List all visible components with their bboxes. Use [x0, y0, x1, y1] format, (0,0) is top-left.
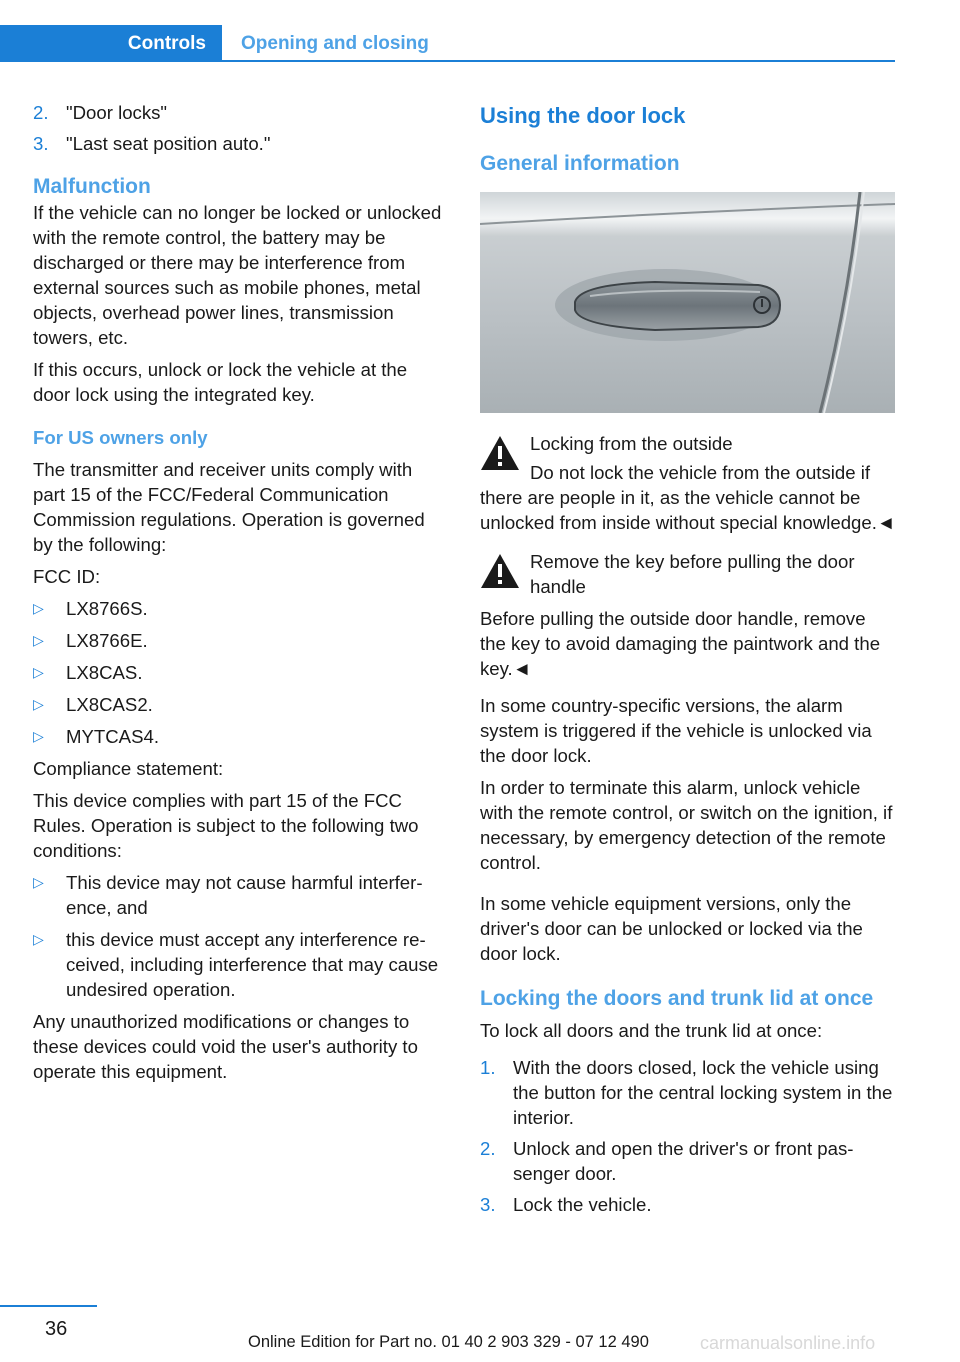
fcc-paragraph: The transmitter and receiver units comply with part 15 of the FCC/Federal Communication Commission regulations. Operation is governed by the following:	[33, 459, 425, 555]
step-text: Lock the vehicle.	[513, 1194, 652, 1215]
list-number: 2.	[33, 102, 49, 123]
page-header	[0, 0, 960, 62]
watermark: carmanualsonline.info	[700, 1333, 876, 1353]
step-text: Unlock and open the driver's or front passenger door.	[513, 1138, 854, 1184]
step-number: 3.	[480, 1194, 496, 1215]
step-text: With the doors closed, lock the vehicle using the button for the central locking system in the interior.	[513, 1057, 893, 1128]
warning-title: Locking from the outside	[530, 433, 733, 454]
page-number: 36	[45, 1318, 68, 1340]
list-number: 3.	[33, 133, 49, 154]
list-item	[33, 100, 449, 125]
lock-all-intro: To lock all doors and the trunk lid at once:	[480, 1020, 823, 1041]
fcc-id-text: MYTCAS4.	[66, 726, 159, 747]
lock-all-heading: Locking the doors and trunk lid at once	[480, 987, 874, 1010]
driver-door-paragraph: In some vehicle equipment versions, only the driver's door can be unlocked or locked via the door lock.	[480, 893, 863, 964]
warning-title: Remove the key before pulling the door handle	[530, 551, 855, 597]
condition-item	[33, 927, 449, 1002]
us-owners-heading: For US owners only	[33, 427, 208, 448]
fcc-id-text: LX8766S.	[66, 598, 148, 619]
triangle-bullet-icon: ▷	[33, 664, 44, 680]
step-item	[480, 1136, 896, 1186]
triangle-bullet-icon: ▷	[33, 728, 44, 744]
triangle-bullet-icon: ▷	[33, 600, 44, 616]
condition-text: this device must accept any interference received, including interference that may cause undesired operation.	[66, 929, 439, 1000]
alarm-terminate-paragraph: In order to terminate this alarm, unlock vehicle with the remote control, or switch on the ignition, if necessary, by emergency detection of the remote control.	[480, 777, 893, 873]
triangle-bullet-icon: ▷	[33, 874, 44, 890]
fcc-id-item	[33, 660, 449, 685]
triangle-bullet-icon: ▷	[33, 931, 44, 947]
fcc-id-text: LX8766E.	[66, 630, 148, 651]
chapter-tab-label: Controls	[127, 33, 206, 54]
step-item	[480, 1055, 896, 1130]
fcc-id-text: LX8CAS.	[66, 662, 143, 683]
condition-item	[33, 870, 449, 920]
malfunction-paragraph: If the vehicle can no longer be locked or unlocked with the remote control, the battery may be discharged or there may be interference from external sources such as mobile phones, metal objects, overhead power lines, transmission towers, etc.	[33, 202, 442, 348]
list-item	[33, 131, 449, 156]
fcc-id-item	[33, 724, 449, 749]
warning-locking-outside	[480, 431, 896, 479]
malfunction-paragraph-2: If this occurs, unlock or lock the vehicle at the door lock using the integrated key.	[33, 359, 408, 405]
list-text: "Last seat position auto."	[66, 133, 271, 154]
header-divider	[0, 60, 895, 62]
condition-text: This device may not cause harmful interference, and	[66, 872, 423, 918]
alarm-paragraph: In some country-specific versions, the alarm system is triggered if the vehicle is unlocked via the door lock.	[480, 695, 872, 766]
compliance-paragraph: This device complies with part 15 of the FCC Rules. Operation is subject to the following two conditions:	[33, 790, 419, 861]
fcc-id-item	[33, 628, 449, 653]
right-column	[480, 100, 896, 1223]
door-lock-heading: Using the door lock	[480, 103, 686, 128]
warning-remove-key	[480, 549, 896, 599]
door-handle-image	[480, 192, 895, 413]
fcc-id-item	[33, 692, 449, 717]
triangle-bullet-icon: ▷	[33, 696, 44, 712]
fcc-id-item	[33, 596, 449, 621]
warning-triangle-icon	[480, 435, 520, 471]
step-number: 1.	[480, 1057, 496, 1078]
fcc-id-label: FCC ID:	[33, 566, 101, 587]
warning-text: Before pulling the outside door handle, remove the key to avoid damaging the paintwork and the key.◄	[480, 608, 881, 679]
step-item	[480, 1192, 896, 1217]
malfunction-heading: Malfunction	[33, 175, 151, 198]
chapter-tab[interactable]	[0, 25, 222, 62]
compliance-label: Compliance statement:	[33, 758, 224, 779]
left-column	[33, 100, 449, 1091]
fcc-id-text: LX8CAS2.	[66, 694, 153, 715]
step-number: 2.	[480, 1138, 496, 1159]
warning-text: Do not lock the vehicle from the outside if there are people in it, as the vehicle cannot be unlocked from inside without special knowledge.◄	[480, 462, 896, 533]
warning-triangle-icon	[480, 553, 520, 589]
unauthorized-paragraph: Any unauthorized modifications or changes to these devices could void the user's authority to operate this equipment.	[33, 1011, 418, 1082]
list-text: "Door locks"	[66, 102, 168, 123]
edition-line: Online Edition for Part no. 01 40 2 903 329 - 07 12 490	[248, 1333, 649, 1351]
general-info-heading: General information	[480, 152, 680, 175]
footer-divider	[0, 1305, 97, 1307]
section-title[interactable]: Opening and closing	[241, 33, 429, 54]
triangle-bullet-icon: ▷	[33, 632, 44, 648]
